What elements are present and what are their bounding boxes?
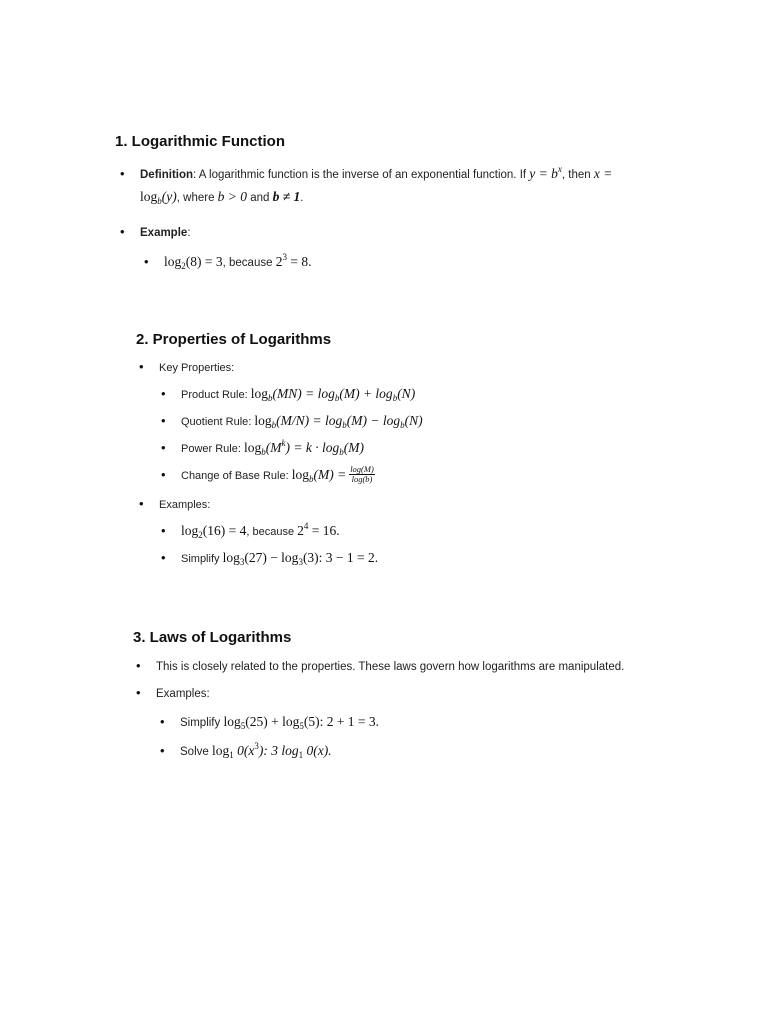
section-heading: 1. Logarithmic Function xyxy=(115,133,286,150)
intro-text: This is closely related to the properties. These laws govern how logarithms are manipulated. xyxy=(156,661,625,673)
example-simplify-log5: • Simplify $\log_5(25) + \log_5(5)$: 2 + 1 = 3. xyxy=(180,712,673,733)
section-list xyxy=(156,656,673,762)
definition-and: and xyxy=(247,192,273,204)
condition-not-one: b ≠ 1 xyxy=(272,189,301,204)
key-properties-label: Key Properties: xyxy=(159,362,235,374)
definition-where: , where xyxy=(176,192,218,204)
change-of-base-rule: • Change of Base Rule: $\log_b(M)$ = $\frac{\log(M)}{\log(b)}$ xyxy=(181,465,656,486)
example-log2-16: • $\log_2(16) = 4$, because $2^4 = 16$. xyxy=(181,521,656,542)
example-simplify-log3: • Simplify $\log_3(27) - \log_3(3)$: 3 − 1 = 2. xyxy=(181,548,656,569)
product-rule: • Product Rule: $\log_b(MN) = \log_b(M) + \log_b(N)$ xyxy=(181,384,656,405)
examples-item xyxy=(159,494,656,569)
definition-label: Definition xyxy=(140,169,194,181)
intro-item xyxy=(156,656,673,677)
definition-eq2: x = xyxy=(593,166,613,181)
definition-log: $\log_b(y)$ xyxy=(140,189,177,206)
section-heading: 2. Properties of Logarithms xyxy=(136,331,332,348)
example-label: Example xyxy=(140,227,188,239)
section-list xyxy=(159,357,656,569)
examples-sublist xyxy=(180,712,673,762)
example-solve-log: • Solve $\log_1 0(x^3)$: 3 $\log_1 0(x)$. xyxy=(180,741,673,762)
examples-label: Examples: xyxy=(156,688,210,700)
section-heading: 3. Laws of Logarithms xyxy=(133,629,292,646)
examples-item xyxy=(156,683,673,762)
section-properties-of-logarithms xyxy=(136,331,656,577)
example-sublist xyxy=(164,252,655,273)
definition-then: , then xyxy=(561,169,594,181)
power-rule: • Power Rule: $\log_b(M^k) = k \cdot \log_b(M)$ xyxy=(181,438,656,459)
example-log2-8: • $\log_2(8) = 3$, because $2^3 = 8$. xyxy=(164,252,655,273)
section-list xyxy=(140,163,655,273)
examples-label: Examples: xyxy=(159,499,211,511)
key-properties-item xyxy=(159,357,656,486)
quotient-rule: • Quotient Rule: $\log_b(M/N) = \log_b(M) - \log_b(N)$ xyxy=(181,411,656,432)
condition-positive: b > 0 xyxy=(217,189,248,204)
example-item: • Example: • $\log_2(8) = 3$, because $2^3 = 8$. xyxy=(140,221,655,273)
definition-item: • Definition: A logarithmic function is the inverse of an exponential function. If $y = b^x$, then x = $\log_b(y)$, where b > 0 and b ≠ 1. xyxy=(140,163,655,209)
definition-eq1: $y = b^x$ xyxy=(529,164,562,181)
definition-text: : A logarithmic function is the inverse of an exponential function. If xyxy=(193,169,530,181)
change-of-base-fraction: $\frac{\log(M)}{\log(b)}$ xyxy=(350,464,374,485)
properties-sublist xyxy=(181,384,656,486)
examples-sublist xyxy=(181,521,656,569)
section-logarithmic-function xyxy=(115,133,655,285)
section-laws-of-logarithms xyxy=(133,629,673,770)
